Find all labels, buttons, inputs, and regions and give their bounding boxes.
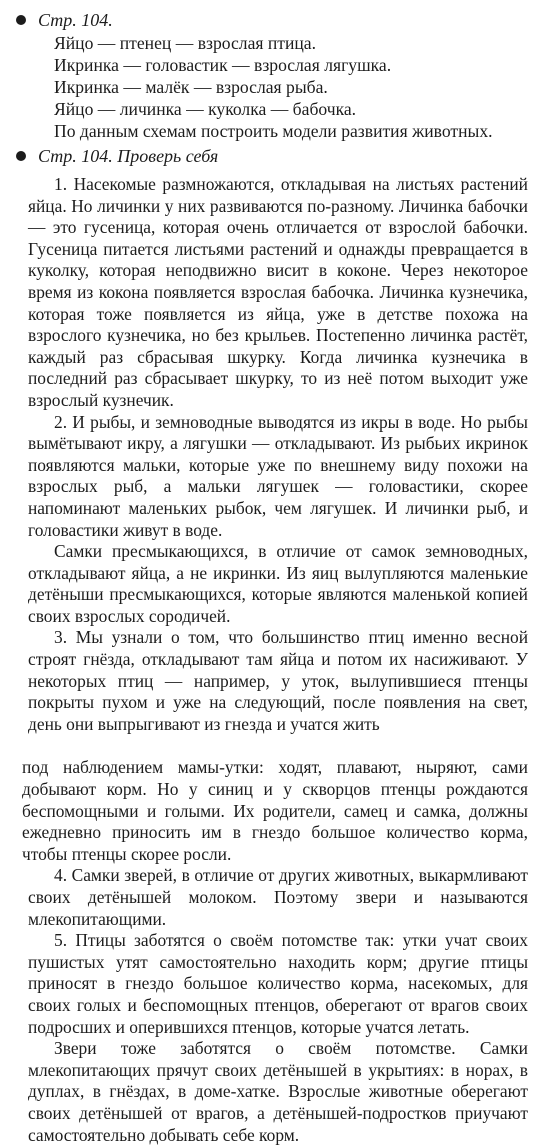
- scheme-line: Икринка — малёк — взрослая рыба.: [54, 77, 328, 97]
- bullet-icon: [16, 151, 26, 161]
- answer-paragraph: Самки пресмыкающихся, в отличие от самок земноводных, откладывают яйца, а не икринки. Из яиц вылупляются маленькие детёныши пресмыкающихся, которые являются маленькой копией своих взрослых сородичей.: [28, 541, 528, 626]
- answer-paragraph: 1. Насекомые размножаются, откладывая на листьях растений яйца. Но личинки у них развиваются по-разному. Личинка бабочки — это гусеница, которая очень отличается от взрослой бабочки. Гусеница питается листьями растений и однажды превращается в куколку, которая неподвижно висит в коконе. Через некоторое время из кокона появляется взрослая бабочка. Личинка кузнечика, которая тоже появляется из яйца, уже в детстве похожа на взрослого кузнечика, но без крыльев. Постепенно личинка растёт, каждый раз сбрасывая шкурку. Когда личинка кузнечика в последний раз сбрасывает шкурку, то из неё потом выходит уже взрослый кузнечик.: [28, 174, 528, 410]
- scheme-line: Икринка — головастик — взрослая лягушка.: [54, 55, 392, 75]
- answer-paragraph: Звери тоже заботятся о своём потомстве. Самки млекопитающих прячут своих детёнышей в укрытиях: в норах, в дуплах, в гнёздах, в доме-хатке. Взрослые животные оберегают своих детёнышей от врагов, а детёнышей-подростков приучают самостоятельно добывать себе корм.: [28, 1038, 528, 1145]
- bullet-icon: [16, 15, 26, 25]
- section-scheme: [10, 8, 532, 142]
- scheme-line: По данным схемам построить модели развития животных.: [54, 121, 493, 141]
- scheme-line: Яйцо — личинка — куколка — бабочка.: [54, 99, 357, 119]
- heading-text: Стр. 104.: [38, 10, 113, 30]
- scheme-line: Яйцо — птенец — взрослая птица.: [54, 33, 317, 53]
- answer-paragraph: 2. И рыбы, и земноводные выводятся из икры в воде. Но рыбы вымётывают икру, а лягушки — откладывают. Из рыбьих икринок появляются мальки, которые уже по внешнему виду похожи на взрослых рыб, а мальки лягушек — головастики, скорее напоминают маленьких рыбок, чем лягушек. И личинки рыб, и головастики живут в воде.: [28, 411, 528, 540]
- answer-paragraph: 4. Самки зверей, в отличие от других животных, выкармливают своих детёнышей молоком. Поэтому звери и называются млекопитающими.: [28, 865, 528, 929]
- answer-paragraph: 5. Птицы заботятся о своём потомстве так: утки учат своих пушистых утят самостоятельно находить корм; другие птицы приносят в гнездо большое количество корма, насекомых, для своих голых и беспомощных птенцов, оберегают от врагов своих подросших и оперившихся птенцов, которые учатся летать.: [28, 930, 528, 1037]
- heading-text: Стр. 104. Проверь себя: [38, 146, 219, 166]
- answer-paragraph: под наблюдением мамы-утки: ходят, плавают, ныряют, сами добывают корм. Но у синиц и у скворцов птенцы рождаются беспомощными и голыми. Их родители, самец и самка, должны ежедневно приносить им в гнездо большое количество корма, чтобы птенцы скорее росли.: [22, 757, 528, 864]
- answer-paragraph: 3. Мы узнали о том, что большинство птиц именно весной строят гнёзда, откладывают там яйца и потом их насиживают. У некоторых птиц — например, у уток, вылупившиеся птенцы покрыты пухом и уже на следующий, после появления на свет, день они выпрыгивают из гнезда и учатся жить: [28, 627, 528, 734]
- section-heading: [10, 8, 532, 32]
- section-heading: [10, 144, 532, 168]
- section-check-yourself: [10, 144, 532, 1146]
